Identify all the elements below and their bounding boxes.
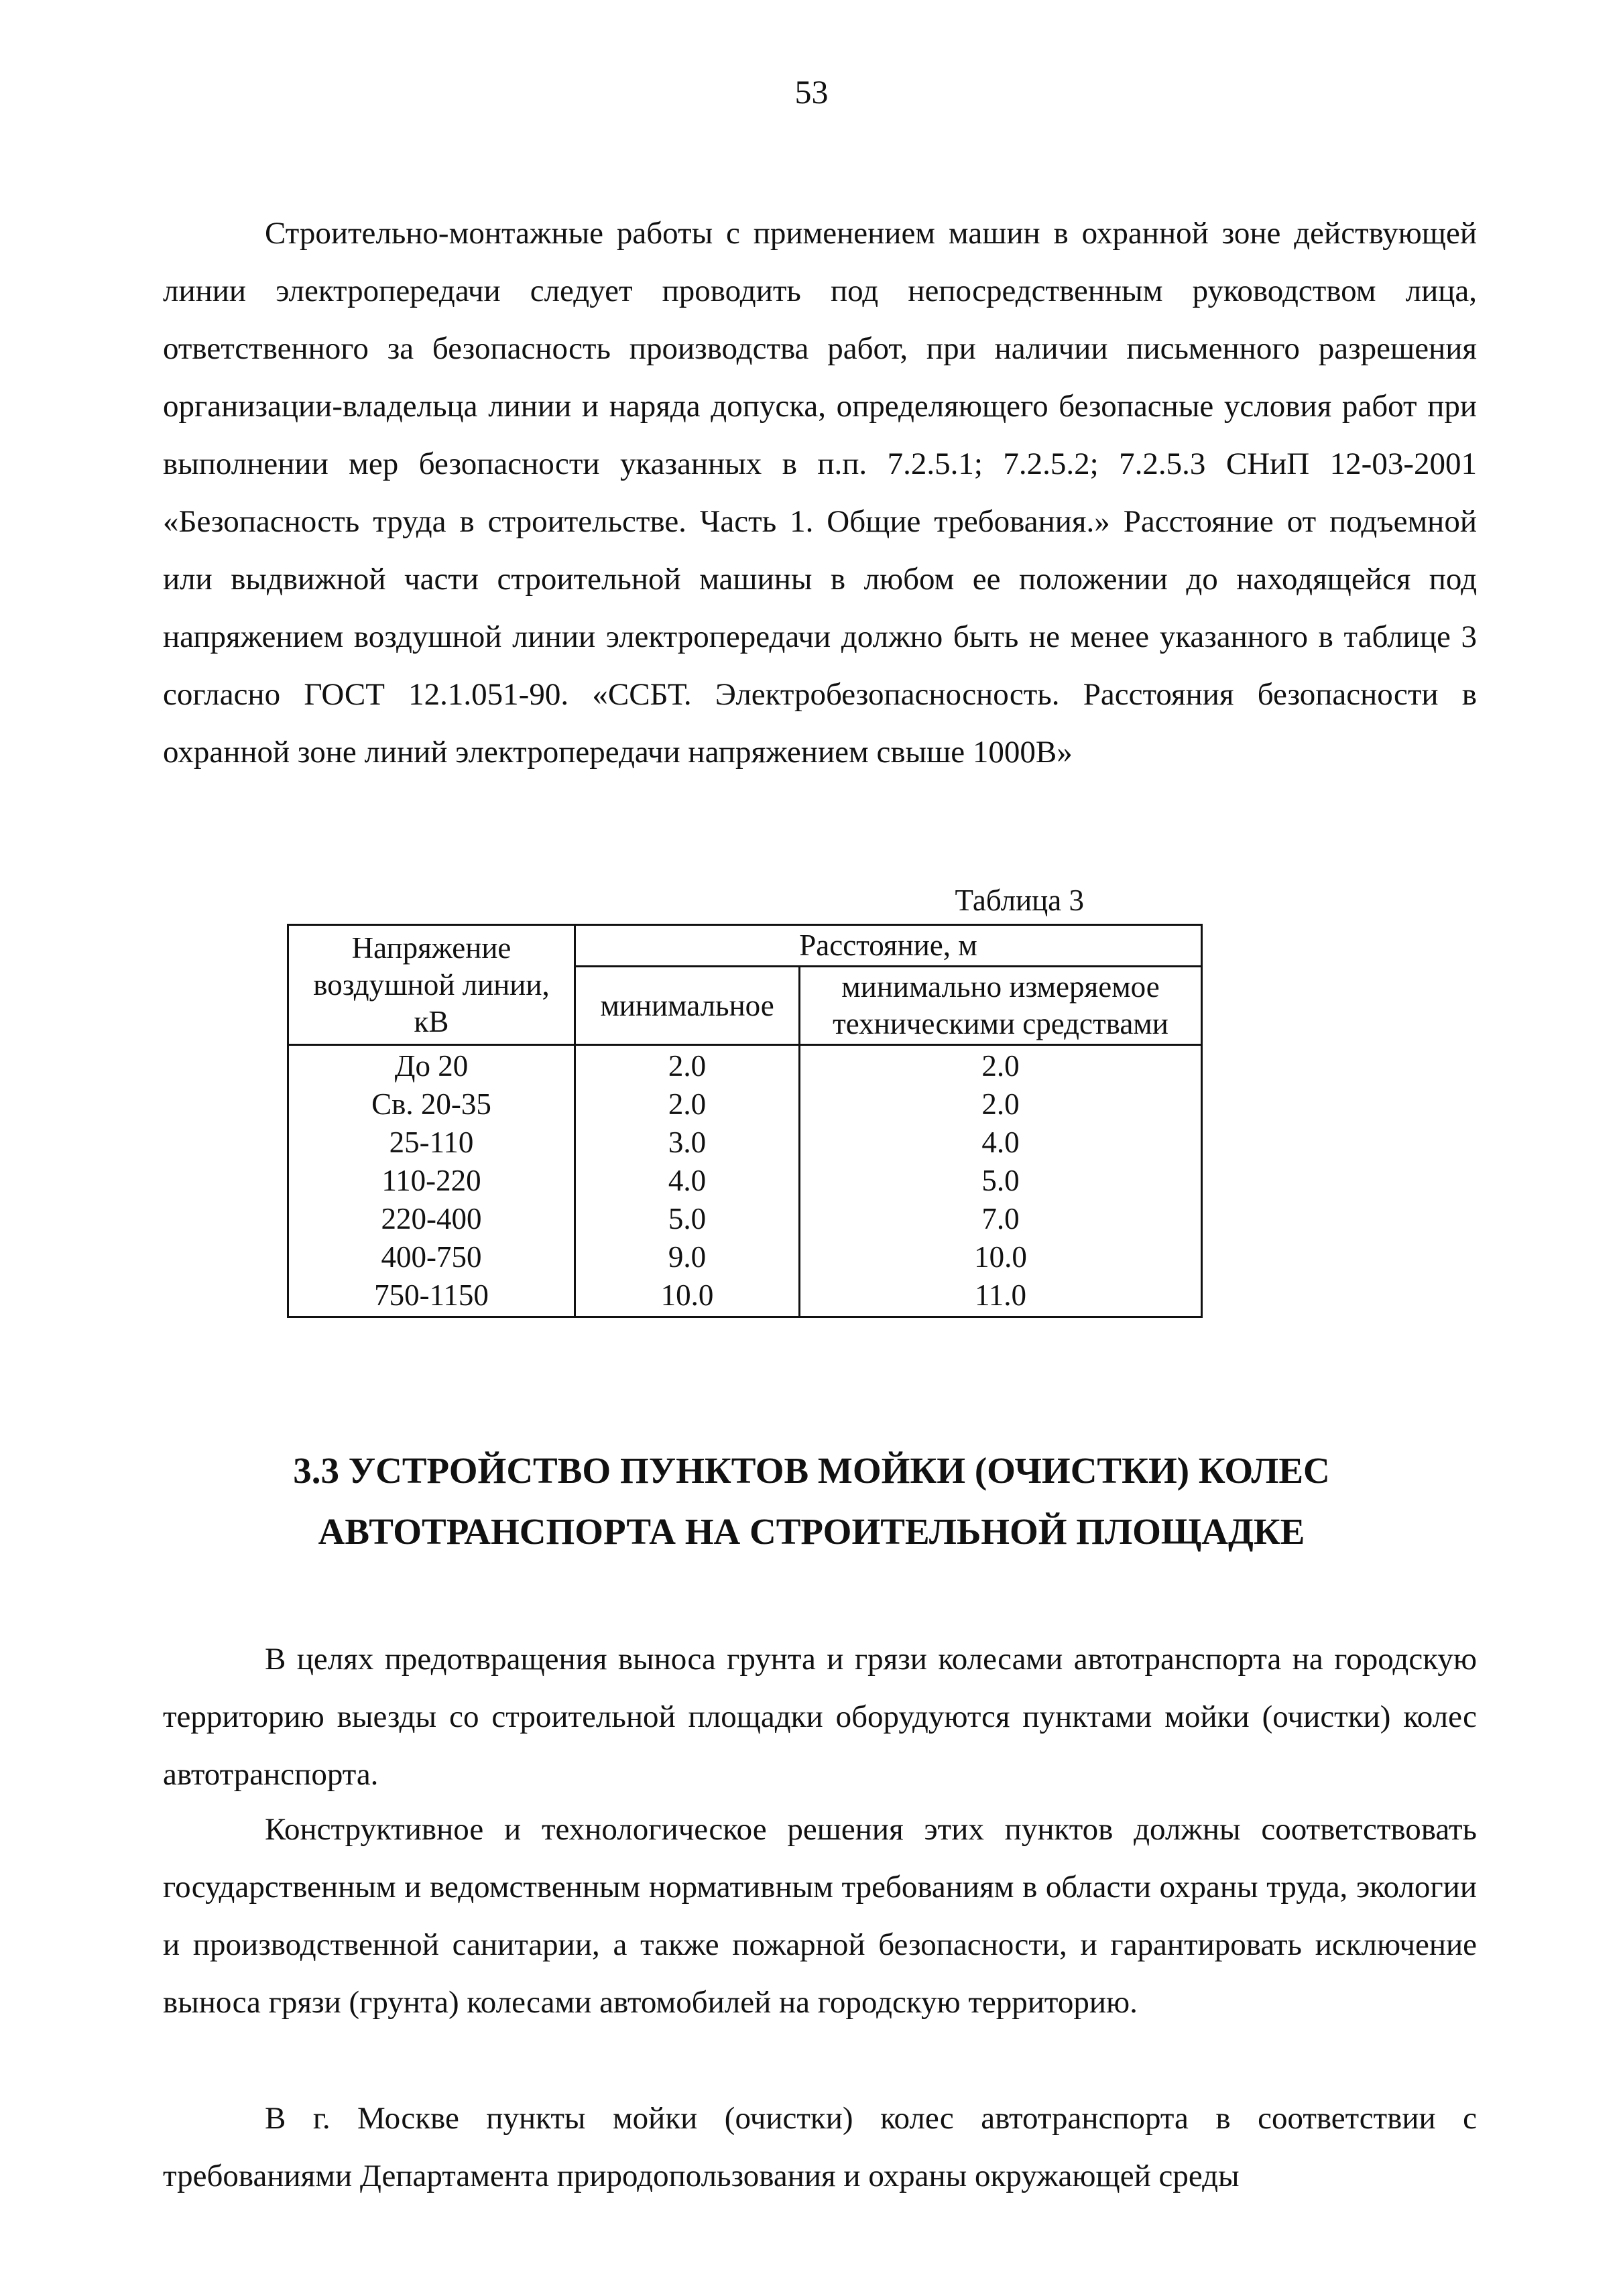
cell-voltage: 220-400 bbox=[288, 1200, 575, 1238]
header-distance: Расстояние, м bbox=[575, 925, 1202, 967]
cell-measured: 5.0 bbox=[800, 1162, 1202, 1200]
header-minimal: минимальное bbox=[575, 967, 800, 1045]
paragraph-wheel-wash-purpose: В целях предотвращения выноса грунта и грязи колесами автотранспорта на городскую территорию выезды со строительной площадки оборудуются пунктами мойки (очистки) колес автотранспорта. bbox=[163, 1642, 1477, 1792]
cell-voltage: Св. 20-35 bbox=[288, 1085, 575, 1124]
cell-minimal: 2.0 bbox=[575, 1085, 800, 1124]
table-caption: Таблица 3 bbox=[955, 884, 1084, 917]
header-minimal-measured: минимально измеряемое техническими средствами bbox=[800, 967, 1202, 1045]
cell-voltage: 110-220 bbox=[288, 1162, 575, 1200]
cell-minimal: 9.0 bbox=[575, 1238, 800, 1276]
table-row bbox=[288, 1045, 1202, 1086]
header-voltage: Напряжение воздушной линии, кВ bbox=[288, 925, 575, 1045]
cell-minimal: 4.0 bbox=[575, 1162, 800, 1200]
table-row bbox=[288, 1162, 1202, 1200]
cell-measured: 2.0 bbox=[800, 1045, 1202, 1086]
section-heading-line-1: 3.3 УСТРОЙСТВО ПУНКТОВ МОЙКИ (ОЧИСТКИ) КОЛЕС bbox=[293, 1450, 1330, 1491]
distance-table bbox=[287, 924, 1203, 1318]
cell-minimal: 2.0 bbox=[575, 1045, 800, 1086]
cell-measured: 2.0 bbox=[800, 1085, 1202, 1124]
section-heading-line-2: АВТОТРАНСПОРТА НА СТРОИТЕЛЬНОЙ ПЛОЩАДКЕ bbox=[318, 1511, 1305, 1552]
table-row bbox=[288, 1276, 1202, 1317]
cell-minimal: 10.0 bbox=[575, 1276, 800, 1317]
paragraph-power-line-safety: Строительно-монтажные работы с применением машин в охранной зоне действующей линии электропередачи следует проводить под непосредственным руководством лица, ответственного за безопасность производства работ, при наличии письменного разрешения организации-владельца линии и наряда допуска, определяющего безопасные условия работ при выполнении мер безопасности указанных в п.п. 7.2.5.1; 7.2.5.2; 7.2.5.3 СНиП 12-03-2001 «Безопасность труда в строительстве. Часть 1. Общие требования.» Расстояние от подъемной или выдвижной части строительной машины в любом ее положении до находящейся под напряжением воздушной линии электропередачи должно быть не менее указанного в таблице 3 согласно ГОСТ 12.1.051-90. «ССБТ. Электробезопасносность. Расстояния безопасности в охранной зоне линий электропередачи напряжением свыше 1000В» bbox=[163, 216, 1477, 770]
table-row bbox=[288, 1238, 1202, 1276]
section-heading bbox=[0, 1440, 1623, 1562]
cell-voltage: 25-110 bbox=[288, 1124, 575, 1162]
cell-minimal: 3.0 bbox=[575, 1124, 800, 1162]
cell-minimal: 5.0 bbox=[575, 1200, 800, 1238]
page-number: 53 bbox=[794, 73, 829, 111]
cell-voltage: 750-1150 bbox=[288, 1276, 575, 1317]
paragraph-moscow-wheel-wash: В г. Москве пункты мойки (очистки) колес автотранспорта в соответствии с требованиями Департамента природопользования и охраны окружающей среды bbox=[163, 2101, 1477, 2193]
table-row bbox=[288, 1200, 1202, 1238]
cell-measured: 7.0 bbox=[800, 1200, 1202, 1238]
cell-voltage: 400-750 bbox=[288, 1238, 575, 1276]
paragraph-wheel-wash-requirements: Конструктивное и технологическое решения этих пунктов должны соответствовать государственным и ведомственным нормативным требованиям в области охраны труда, экологии и производственной санитарии, а также пожарной безопасности, и гарантировать исключение выноса грязи (грунта) колесами автомобилей на городскую территорию. bbox=[163, 1812, 1477, 2020]
cell-measured: 11.0 bbox=[800, 1276, 1202, 1317]
table-row bbox=[288, 1124, 1202, 1162]
cell-measured: 10.0 bbox=[800, 1238, 1202, 1276]
cell-voltage: До 20 bbox=[288, 1045, 575, 1086]
table-row bbox=[288, 1085, 1202, 1124]
cell-measured: 4.0 bbox=[800, 1124, 1202, 1162]
